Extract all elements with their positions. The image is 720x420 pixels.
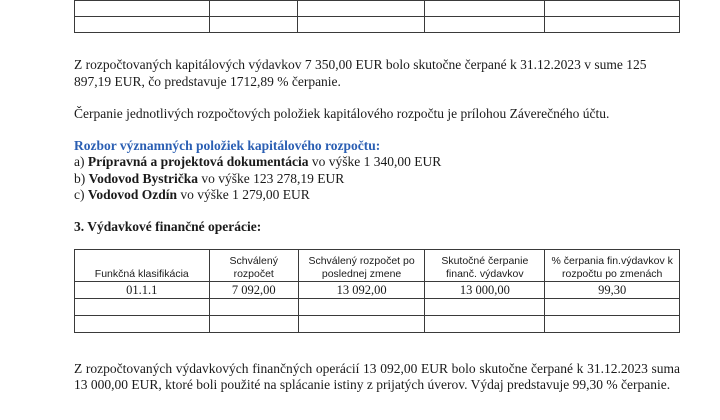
column-header: Funkčná klasifikácia bbox=[75, 250, 210, 282]
list-item: c) Vodovod Ozdín vo výške 1 279,00 EUR bbox=[74, 187, 310, 202]
table-cell: 99,30 bbox=[545, 282, 680, 299]
table-row bbox=[75, 316, 680, 333]
table-header-row bbox=[75, 250, 680, 282]
list-item: a) Prípravná a projektová dokumentácia vo výške 1 340,00 EUR bbox=[74, 154, 442, 169]
table-row bbox=[75, 299, 680, 316]
financial-operations-table bbox=[74, 249, 680, 333]
attachment-note-paragraph: Čerpanie jednotlivých rozpočtových položiek kapitálového rozpočtu je prílohou Záverečného účtu. bbox=[74, 106, 610, 121]
table-cell: 13 000,00 bbox=[425, 282, 545, 299]
previous-table-fragment bbox=[74, 0, 680, 33]
column-header: Schválený rozpočet po poslednej zmene bbox=[298, 250, 424, 282]
analysis-heading: Rozbor významných položiek kapitálového rozpočtu: bbox=[74, 138, 381, 153]
capital-expenditure-paragraph: Z rozpočtovaných kapitálových výdavkov 7 350,00 EUR bolo skutočne čerpané k 31.12.2023 v sume 125 897,19 EUR, čo predstavuje 1712,89 % čerpanie. bbox=[74, 57, 647, 89]
table-row bbox=[75, 282, 680, 299]
table-cell: 7 092,00 bbox=[209, 282, 298, 299]
table-cell: 01.1.1 bbox=[75, 282, 210, 299]
column-header: Skutočné čerpanie finanč. výdavkov bbox=[425, 250, 545, 282]
financial-operations-paragraph: Z rozpočtovaných výdavkových finančných operácií 13 092,00 EUR bolo skutočne čerpané k 31.12.2023 suma 13 000,00 EUR, ktoré boli použité na splácanie istiny z prijatých úverov. Výdaj predstavuje 99,30 % čerpanie. bbox=[74, 361, 680, 392]
section-title: 3. Výdavkové finančné operácie: bbox=[74, 219, 262, 234]
analysis-list bbox=[74, 154, 441, 204]
list-item: b) Vodovod Bystrička vo výške 123 278,19 EUR bbox=[74, 170, 345, 186]
column-header: % čerpania fin.výdavkov k rozpočtu po zmenách bbox=[545, 250, 680, 282]
table-cell: 13 092,00 bbox=[298, 282, 424, 299]
column-header: Schválený rozpočet bbox=[209, 250, 298, 282]
